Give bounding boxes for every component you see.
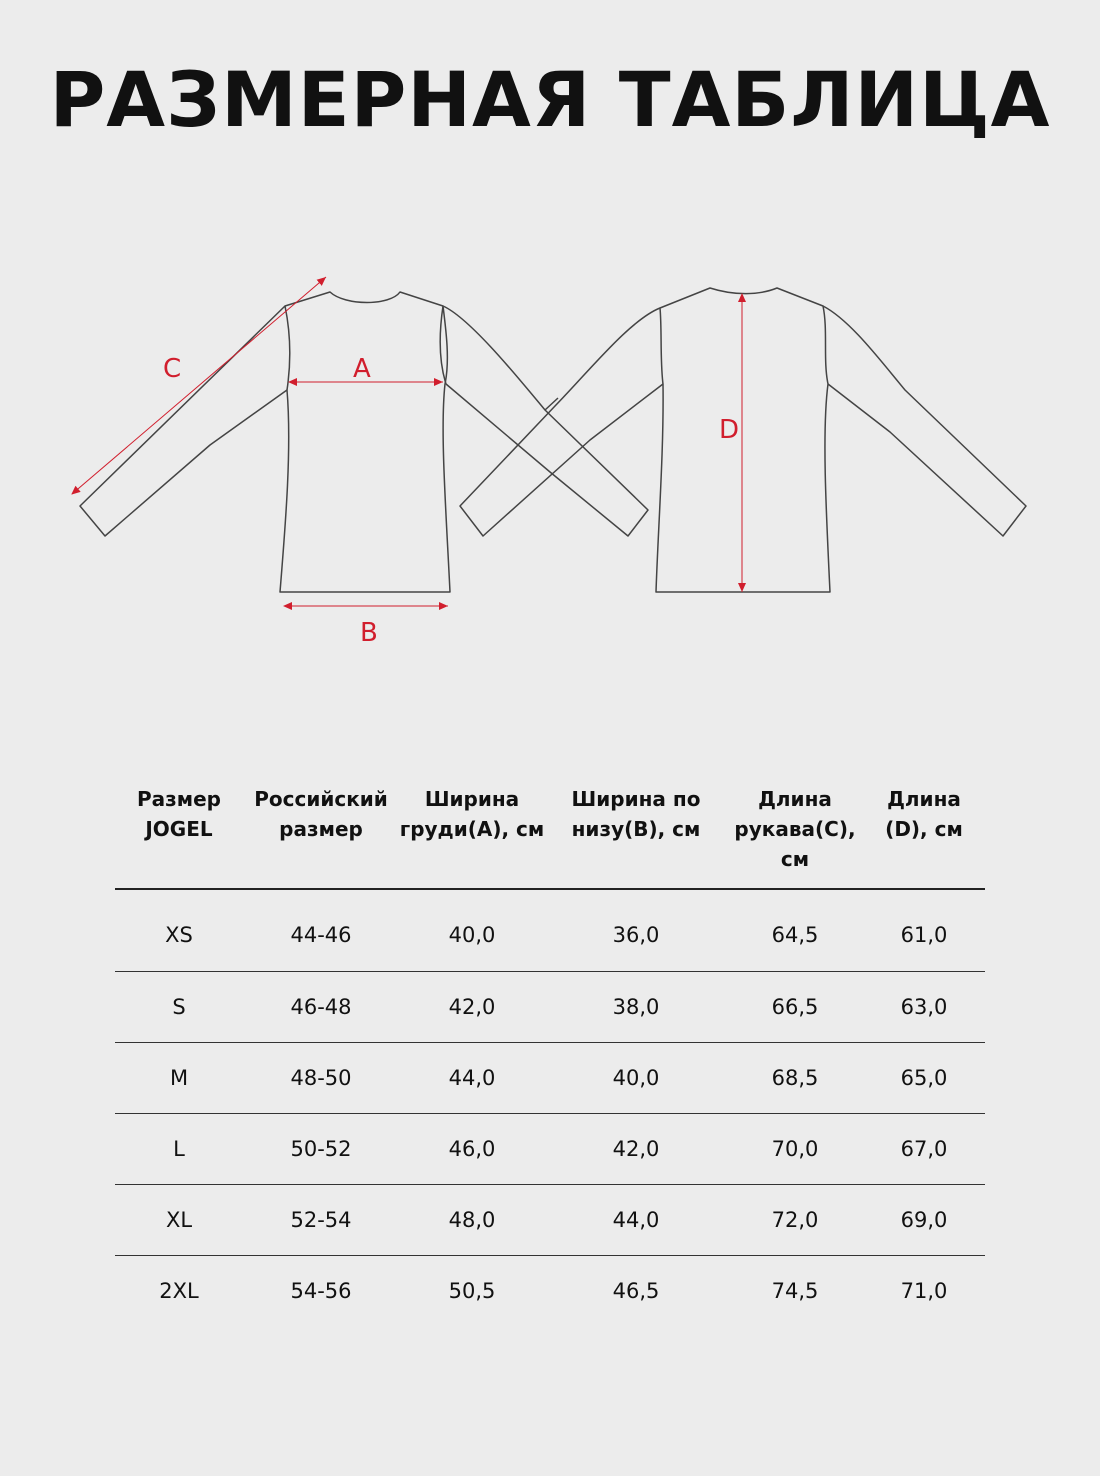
- cell-sleeve-length: 66,5: [727, 972, 863, 1043]
- cell-size: M: [115, 1043, 243, 1114]
- cell-russian-size: 54-56: [290, 1279, 352, 1303]
- label-a: A: [353, 354, 371, 384]
- cell-chest-width: 46,0: [399, 1114, 545, 1185]
- cell-chest-width: 40,0: [399, 889, 545, 972]
- cell-sleeve-length: 74,5: [771, 1279, 819, 1303]
- front-view: [80, 292, 648, 592]
- cell-chest-width: 48,0: [399, 1185, 545, 1256]
- cell-chest-width: 44,0: [399, 1043, 545, 1114]
- cell-russian-size: 46-48: [243, 972, 399, 1043]
- header-russian-size: Российский размер: [243, 778, 399, 889]
- cell-size: S: [115, 972, 243, 1043]
- cell-length: 71,0: [900, 1279, 948, 1303]
- cell-length: 69,0: [863, 1185, 985, 1256]
- cell-bottom-width: 36,0: [545, 889, 727, 972]
- cell-size: XS: [115, 889, 243, 972]
- header-sleeve-length: Длина рукава(C), см: [727, 778, 863, 889]
- cell-russian-size: 50-52: [243, 1114, 399, 1185]
- cell-size: L: [115, 1114, 243, 1185]
- table-row: [115, 1185, 985, 1256]
- cell-length: 61,0: [863, 889, 985, 972]
- cell-sleeve-length: 68,5: [727, 1043, 863, 1114]
- table-row: [115, 1043, 985, 1114]
- size-table: [115, 778, 985, 1326]
- cell-bottom-width: 38,0: [545, 972, 727, 1043]
- cell-russian-size: 52-54: [243, 1185, 399, 1256]
- cell-length: 63,0: [863, 972, 985, 1043]
- page-title: РАЗМЕРНАЯ ТАБЛИЦА: [49, 55, 1051, 144]
- header-size-jogel: Размер JOGEL: [115, 778, 243, 889]
- shirt-illustration: [0, 260, 1100, 660]
- table-row: [115, 1114, 985, 1185]
- cell-russian-size: 48-50: [243, 1043, 399, 1114]
- cell-chest-width: 50,5: [448, 1279, 496, 1303]
- cell-bottom-width: 44,0: [545, 1185, 727, 1256]
- cell-size: XL: [115, 1185, 243, 1256]
- table-header-row: [115, 778, 985, 889]
- cell-bottom-width: 42,0: [545, 1114, 727, 1185]
- table-row: [115, 889, 985, 972]
- cell-size: 2XL: [159, 1279, 199, 1303]
- cell-sleeve-length: 72,0: [727, 1185, 863, 1256]
- cell-russian-size: 44-46: [243, 889, 399, 972]
- garment-diagram: [0, 260, 1100, 660]
- cell-bottom-width: 46,5: [612, 1279, 660, 1303]
- cell-length: 65,0: [863, 1043, 985, 1114]
- table-row: [115, 972, 985, 1043]
- cell-sleeve-length: 70,0: [727, 1114, 863, 1185]
- back-view: [460, 288, 1026, 592]
- cell-length: 67,0: [863, 1114, 985, 1185]
- label-b: B: [360, 618, 378, 648]
- header-bottom-width: Ширина по низу(B), см: [545, 778, 727, 889]
- table-row: [115, 1256, 985, 1327]
- cell-chest-width: 42,0: [399, 972, 545, 1043]
- header-chest-width: Ширина груди(A), см: [399, 778, 545, 889]
- label-d: D: [719, 415, 740, 445]
- label-c: C: [163, 354, 182, 384]
- dimension-lines-front: [72, 277, 448, 606]
- cell-sleeve-length: 64,5: [727, 889, 863, 972]
- size-table-container: [115, 778, 985, 1326]
- header-length: Длина (D), см: [863, 778, 985, 889]
- cell-bottom-width: 40,0: [545, 1043, 727, 1114]
